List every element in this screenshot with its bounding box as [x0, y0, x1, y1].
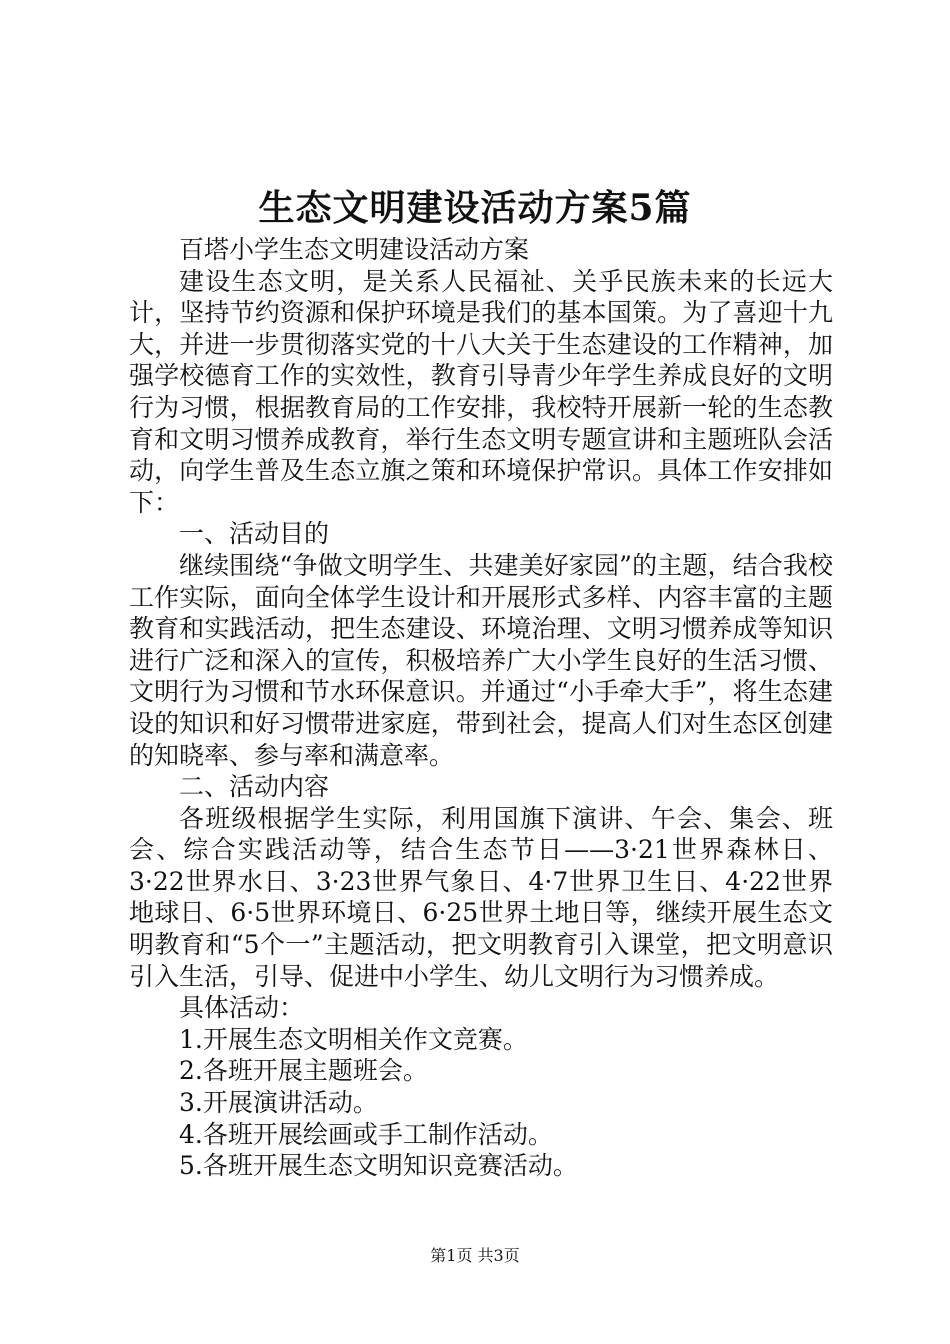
- list-item: 1.开展生态文明相关作文竞赛。: [179, 1024, 528, 1054]
- list-item: 4.各班开展绘画或手工制作活动。: [179, 1119, 553, 1149]
- list-item: 3.开展演讲活动。: [179, 1088, 378, 1118]
- paragraph-subtitle: 百塔小学生态文明建设活动方案: [179, 235, 530, 264]
- list-item: 2.各班开展主题班会。: [179, 1056, 428, 1086]
- page-number-footer: 第1页 共3页: [430, 1246, 520, 1265]
- document-title: 生态文明建设活动方案5篇: [258, 187, 692, 229]
- section-heading-purpose: 一、活动目的: [179, 519, 330, 549]
- paragraph-intro: 建设生态文明，是关系人民福祉、关乎民族未来的长远大计，坚持节约资源和保护环境是我们的基本国策。为了喜迎十九大，并进一步贯彻落实党的十八大关于生态建设的工作精神，加强学校德育工作的实效性，教育引导青少年学生养成良好的文明行为习惯，根据教育局的工作安排，我校特开展新一轮的生态教育和文明习惯养成教育，举行生态文明专题宣讲和主题班队会活动，向学生普及生态立旗之策和环境保护常识。具体工作安排如下：: [129, 266, 833, 517]
- paragraph-purpose: 继续围绕“争做文明学生、共建美好家园”的主题，结合我校工作实际，面向全体学生设计和开展形式多样、内容丰富的主题教育和实践活动，把生态建设、环境治理、文明习惯养成等知识进行广泛和深入的宣传，积极培养广大小学生良好的生活习惯、文明行为习惯和节水环保意识。并通过“小手牵大手”，将生态建设的知识和好习惯带进家庭，带到社会，提高人们对生态区创建的知晓率、参与率和满意率。: [129, 550, 833, 770]
- section-heading-content: 二、活动内容: [179, 772, 330, 802]
- list-item: 5.各班开展生态文明知识竞赛活动。: [179, 1151, 578, 1181]
- document-body: [129, 234, 833, 1182]
- paragraph-content: 各班级根据学生实际，利用国旗下演讲、午会、集会、班会、综合实践活动等，结合生态节日——3·21世界森林日、3·22世界水日、3·23世界气象日、4·7世界卫生日、4·22世界地球日、6·5世界环境日、6·25世界土地日等，继续开展生态文明教育和“5个一”主题活动，把文明教育引入课堂，把文明意识引入生活，引导、促进中小学生、幼儿文明行为习惯养成。: [129, 803, 833, 991]
- list-heading-activities: 具体活动：: [179, 993, 305, 1023]
